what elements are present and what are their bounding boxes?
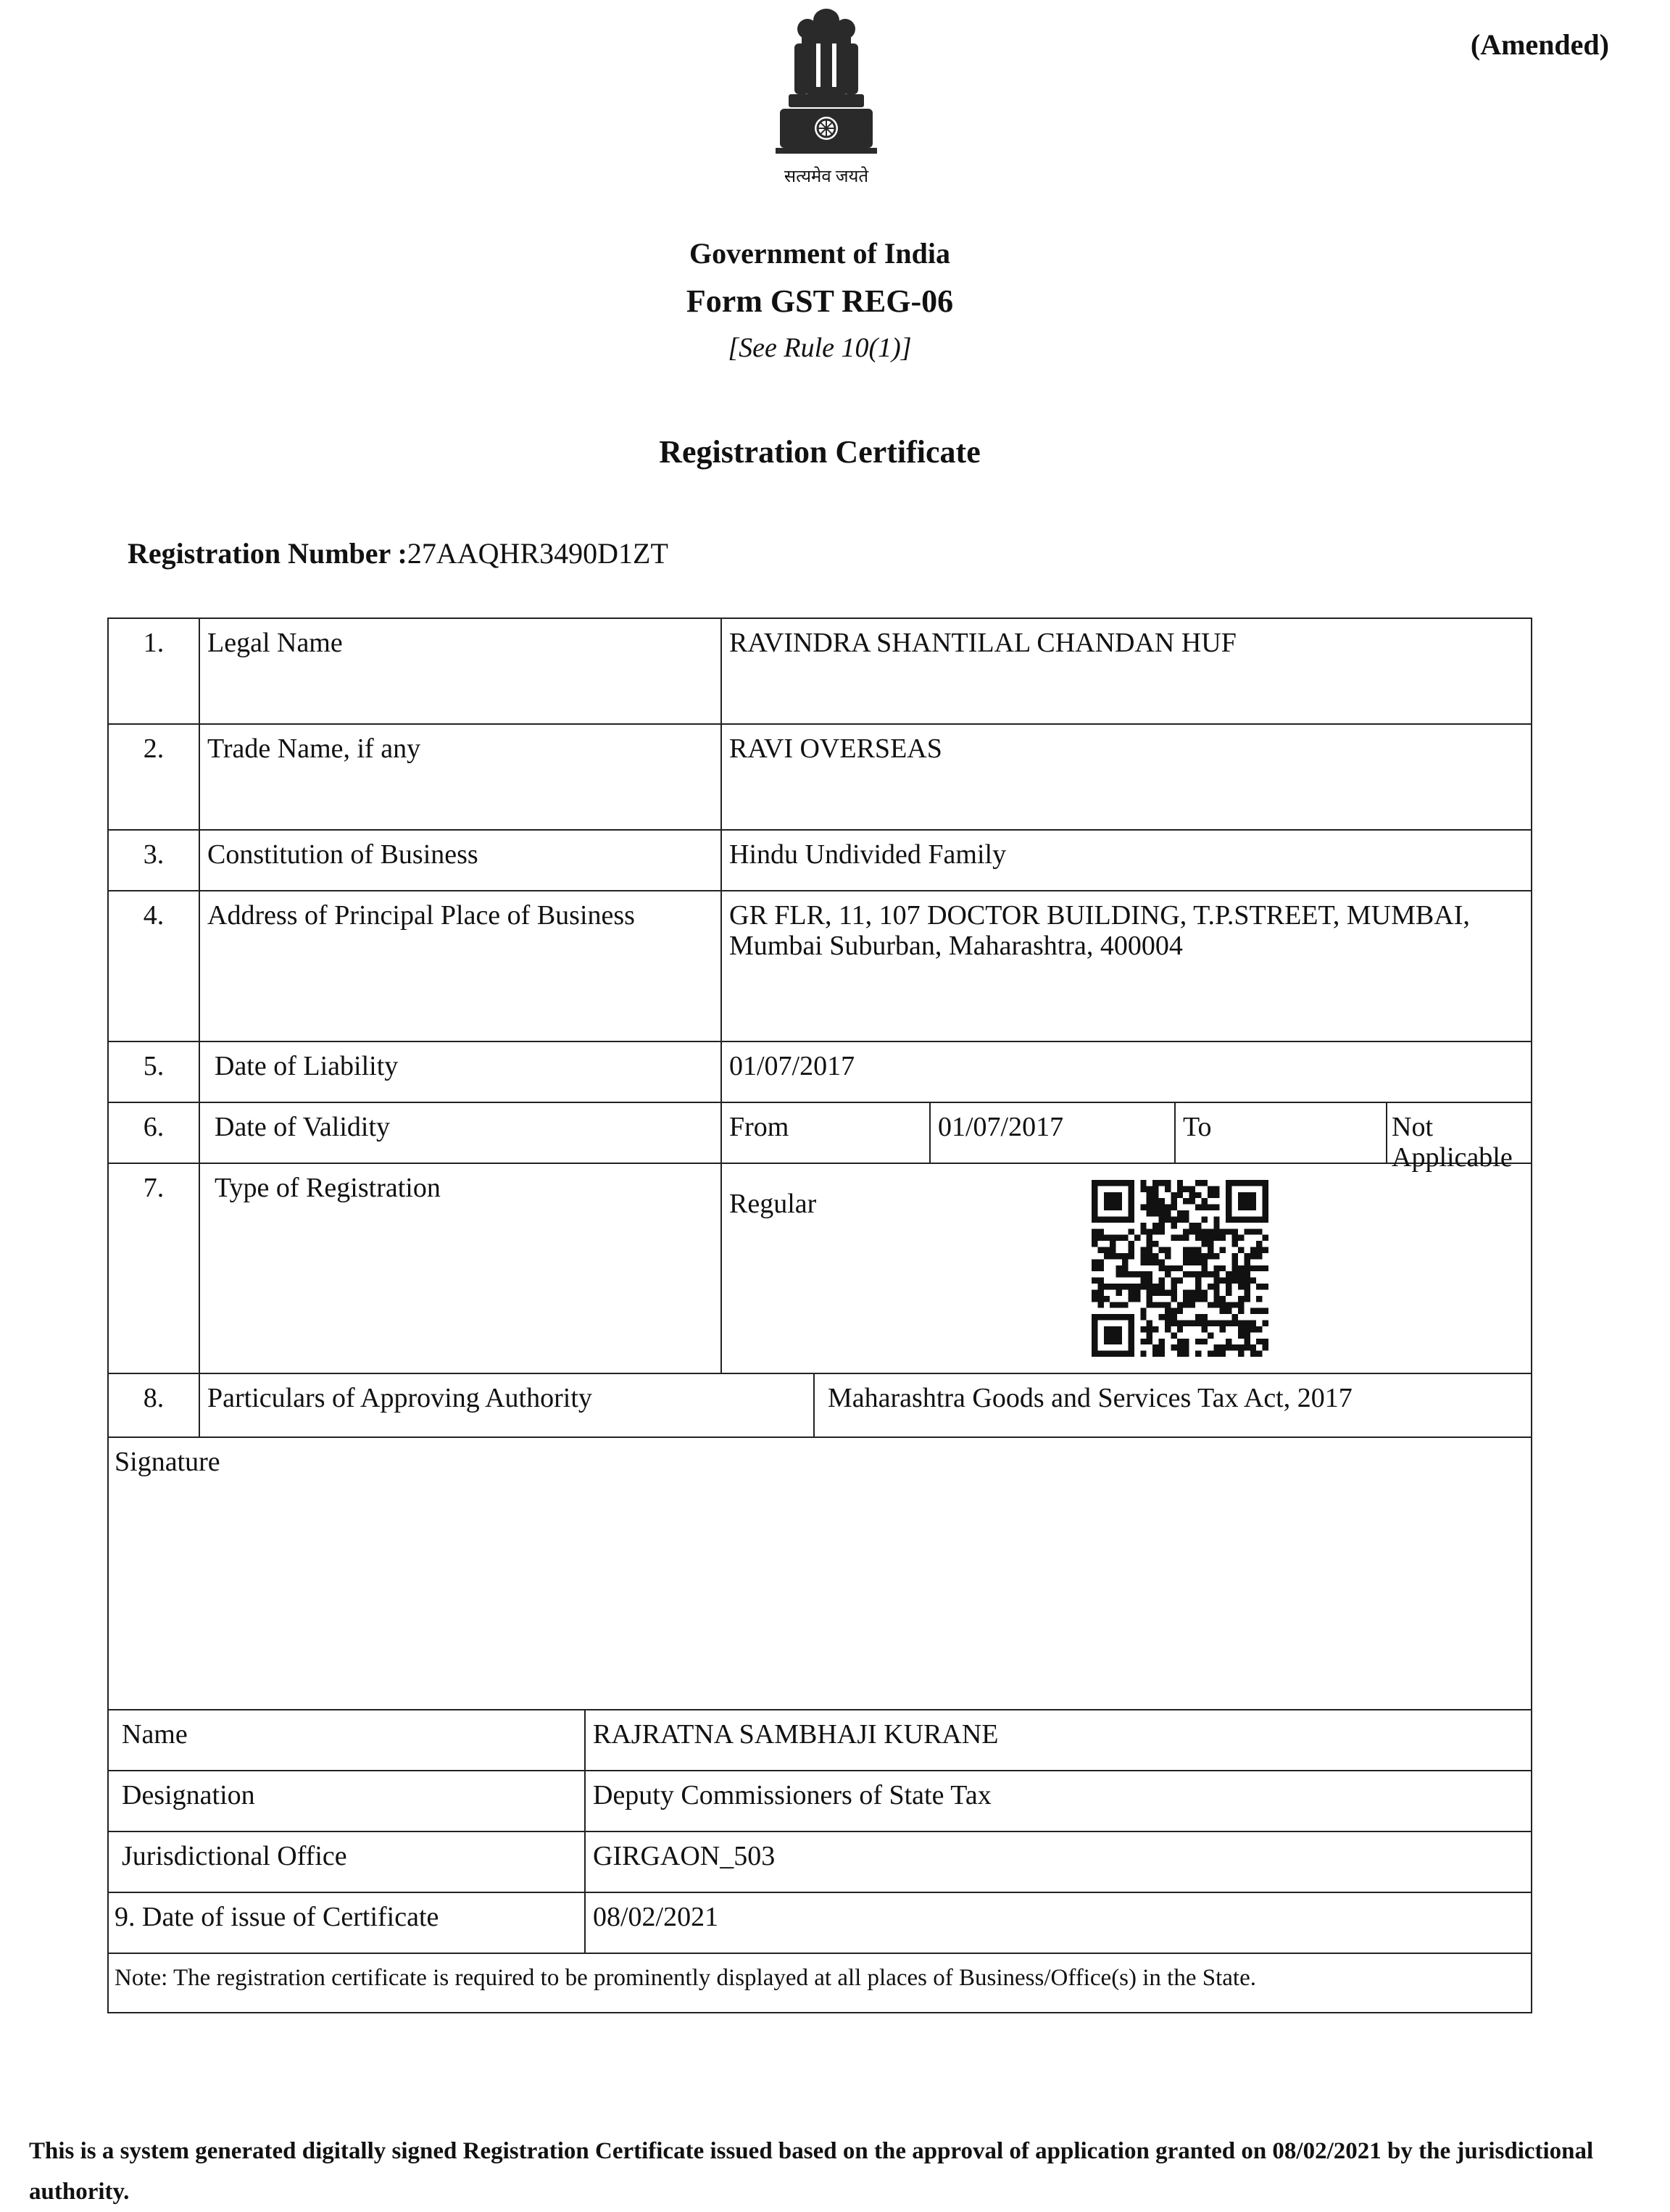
validity-to-label: To bbox=[1183, 1112, 1212, 1142]
name-label: Name bbox=[122, 1719, 188, 1750]
row-label: Legal Name bbox=[207, 628, 343, 658]
row-label: Particulars of Approving Authority bbox=[207, 1383, 592, 1413]
office-label: Jurisdictional Office bbox=[122, 1841, 347, 1871]
row-number: 1. bbox=[143, 628, 165, 658]
issue-date-label: 9. Date of issue of Certificate bbox=[115, 1902, 439, 1932]
row-value: RAVI OVERSEAS bbox=[729, 733, 942, 764]
table-row bbox=[109, 725, 1531, 831]
amended-label: (Amended) bbox=[1470, 28, 1609, 61]
table-row bbox=[109, 1710, 1531, 1771]
validity-from-label: From bbox=[729, 1112, 789, 1142]
row-value: Hindu Undivided Family bbox=[729, 839, 1007, 870]
row-value: 01/07/2017 bbox=[729, 1051, 855, 1081]
row-value: Maharashtra Goods and Services Tax Act, 2017 bbox=[828, 1383, 1353, 1413]
table-row bbox=[109, 831, 1531, 891]
table-row bbox=[109, 1832, 1531, 1893]
jurisdictional-office: GIRGAON_503 bbox=[593, 1841, 776, 1871]
designation-label: Designation bbox=[122, 1780, 255, 1810]
officer-name: RAJRATNA SAMBHAJI KURANE bbox=[593, 1719, 999, 1750]
registration-number-line bbox=[128, 536, 668, 570]
rule-reference: [See Rule 10(1)] bbox=[728, 333, 912, 363]
note-row bbox=[109, 1954, 1531, 2012]
footer-statement: This is a system generated digitally signed Registration Certificate issued based on the approval of application granted on 08/02/2021 by the jurisdictional authority. bbox=[29, 2138, 1594, 2205]
row-label: Address of Principal Place of Business bbox=[207, 900, 635, 931]
national-emblem bbox=[754, 0, 899, 190]
row-label: Trade Name, if any bbox=[207, 733, 421, 764]
table-row bbox=[109, 1103, 1531, 1173]
row-number: 8. bbox=[143, 1383, 165, 1413]
row-label: Type of Registration bbox=[215, 1173, 441, 1203]
row-value: Regular bbox=[729, 1189, 817, 1219]
row-number: 6. bbox=[143, 1112, 165, 1142]
issue-date: 08/02/2021 bbox=[593, 1902, 719, 1932]
row-value: GR FLR, 11, 107 DOCTOR BUILDING, T.P.STREET, MUMBAI, Mumbai Suburban, Maharashtra, 400004 bbox=[729, 900, 1470, 961]
signature-box bbox=[109, 1438, 1531, 1710]
row-number: 4. bbox=[143, 900, 165, 931]
details-table bbox=[107, 618, 1532, 1438]
row-label: Date of Liability bbox=[215, 1051, 399, 1081]
table-row bbox=[109, 891, 1531, 1042]
registration-number-label: Registration Number : bbox=[128, 537, 407, 570]
qr-code bbox=[1092, 1180, 1268, 1357]
row-label: Date of Validity bbox=[215, 1112, 391, 1142]
table-row bbox=[109, 1042, 1531, 1103]
row-number: 5. bbox=[143, 1051, 165, 1081]
signature-label: Signature bbox=[115, 1447, 220, 1477]
row-number: 3. bbox=[143, 839, 165, 870]
row-label: Constitution of Business bbox=[207, 839, 478, 870]
signature-table bbox=[107, 1436, 1532, 2013]
emblem-motto: सत्यमेव जयते bbox=[784, 167, 869, 186]
row-number: 7. bbox=[143, 1173, 165, 1203]
table-row bbox=[109, 619, 1531, 725]
validity-from-date: 01/07/2017 bbox=[938, 1112, 1064, 1142]
registration-number: 27AAQHR3490D1ZT bbox=[407, 537, 668, 570]
table-row bbox=[109, 1374, 1531, 1436]
officer-designation: Deputy Commissioners of State Tax bbox=[593, 1780, 992, 1810]
display-note: Note: The registration certificate is required to be prominently displayed at all places of Business/Office(s) in the State. bbox=[115, 1965, 1256, 1991]
table-row bbox=[109, 1164, 1531, 1374]
row-value: RAVINDRA SHANTILAL CHANDAN HUF bbox=[729, 628, 1237, 658]
form-title: Form GST REG-06 bbox=[686, 283, 954, 319]
government-title: Government of India bbox=[689, 237, 950, 270]
table-row bbox=[109, 1893, 1531, 1954]
table-row bbox=[109, 1771, 1531, 1832]
certificate-title: Registration Certificate bbox=[659, 434, 981, 470]
validity-to-value: Not Applicable bbox=[1392, 1112, 1513, 1173]
row-number: 2. bbox=[143, 733, 165, 764]
